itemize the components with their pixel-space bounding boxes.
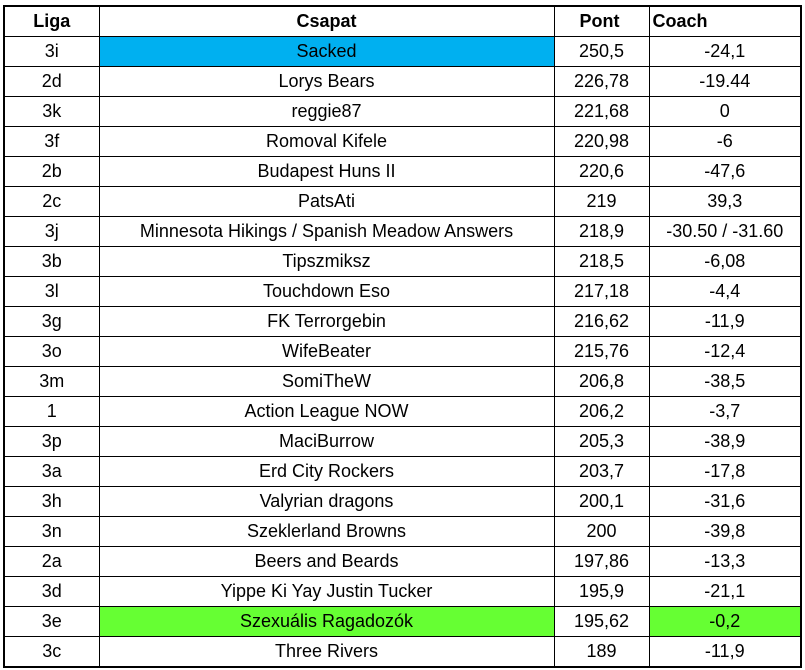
liga-cell: 3c <box>4 637 99 668</box>
csapat-cell: Valyrian dragons <box>99 487 554 517</box>
pont-cell: 195,9 <box>554 577 649 607</box>
csapat-cell: Budapest Huns II <box>99 157 554 187</box>
pont-cell: 220,6 <box>554 157 649 187</box>
liga-cell: 3i <box>4 37 99 67</box>
liga-cell: 3b <box>4 247 99 277</box>
liga-cell: 3m <box>4 367 99 397</box>
pont-cell: 220,98 <box>554 127 649 157</box>
liga-cell: 3k <box>4 97 99 127</box>
pont-cell: 221,68 <box>554 97 649 127</box>
coach-cell: -11,9 <box>649 307 801 337</box>
table-row <box>4 187 801 217</box>
table-row <box>4 217 801 247</box>
table-row <box>4 127 801 157</box>
table-row <box>4 337 801 367</box>
standings-table <box>3 5 802 668</box>
table-row <box>4 97 801 127</box>
liga-cell: 2c <box>4 187 99 217</box>
coach-cell: -31,6 <box>649 487 801 517</box>
csapat-cell: MaciBurrow <box>99 427 554 457</box>
header-row <box>4 6 801 37</box>
pont-cell: 215,76 <box>554 337 649 367</box>
pont-cell: 197,86 <box>554 547 649 577</box>
header-pont: Pont <box>554 6 649 37</box>
pont-cell: 250,5 <box>554 37 649 67</box>
liga-cell: 3e <box>4 607 99 637</box>
table-row <box>4 547 801 577</box>
header-csapat: Csapat <box>99 6 554 37</box>
csapat-cell: Szeklerland Browns <box>99 517 554 547</box>
coach-cell: -38,9 <box>649 427 801 457</box>
table-row <box>4 577 801 607</box>
csapat-cell: Action League NOW <box>99 397 554 427</box>
coach-cell: -21,1 <box>649 577 801 607</box>
pont-cell: 203,7 <box>554 457 649 487</box>
csapat-cell: reggie87 <box>99 97 554 127</box>
pont-cell: 189 <box>554 637 649 668</box>
pont-cell: 200 <box>554 517 649 547</box>
table-row <box>4 367 801 397</box>
table-row <box>4 247 801 277</box>
csapat-cell: Touchdown Eso <box>99 277 554 307</box>
liga-cell: 2d <box>4 67 99 97</box>
coach-cell: -39,8 <box>649 517 801 547</box>
table-row <box>4 517 801 547</box>
liga-cell: 3p <box>4 427 99 457</box>
liga-cell: 1 <box>4 397 99 427</box>
liga-cell: 3n <box>4 517 99 547</box>
table-row <box>4 397 801 427</box>
coach-cell: -19.44 <box>649 67 801 97</box>
csapat-cell: Szexuális Ragadozók <box>99 607 554 637</box>
coach-cell: -4,4 <box>649 277 801 307</box>
pont-cell: 216,62 <box>554 307 649 337</box>
table-row <box>4 427 801 457</box>
csapat-cell: Lorys Bears <box>99 67 554 97</box>
liga-cell: 2a <box>4 547 99 577</box>
csapat-cell: WifeBeater <box>99 337 554 367</box>
liga-cell: 3g <box>4 307 99 337</box>
coach-cell: -6,08 <box>649 247 801 277</box>
pont-cell: 200,1 <box>554 487 649 517</box>
pont-cell: 206,2 <box>554 397 649 427</box>
coach-cell: -17,8 <box>649 457 801 487</box>
csapat-cell: FK Terrorgebin <box>99 307 554 337</box>
coach-cell: -3,7 <box>649 397 801 427</box>
liga-cell: 3j <box>4 217 99 247</box>
csapat-cell: Erd City Rockers <box>99 457 554 487</box>
csapat-cell: Three Rivers <box>99 637 554 668</box>
coach-cell: 39,3 <box>649 187 801 217</box>
table-row <box>4 67 801 97</box>
csapat-cell: SomiTheW <box>99 367 554 397</box>
liga-cell: 3a <box>4 457 99 487</box>
pont-cell: 206,8 <box>554 367 649 397</box>
header-liga: Liga <box>4 6 99 37</box>
table-row <box>4 157 801 187</box>
pont-cell: 195,62 <box>554 607 649 637</box>
coach-cell: 0 <box>649 97 801 127</box>
table-row <box>4 487 801 517</box>
table-row <box>4 37 801 67</box>
coach-cell: -6 <box>649 127 801 157</box>
pont-cell: 217,18 <box>554 277 649 307</box>
csapat-cell: Minnesota Hikings / Spanish Meadow Answers <box>99 217 554 247</box>
csapat-cell: Tipszmiksz <box>99 247 554 277</box>
header-coach: Coach <box>649 6 801 37</box>
pont-cell: 218,5 <box>554 247 649 277</box>
coach-cell: -11,9 <box>649 637 801 668</box>
csapat-cell: Beers and Beards <box>99 547 554 577</box>
table-row <box>4 457 801 487</box>
table-row <box>4 637 801 668</box>
table-row <box>4 607 801 637</box>
liga-cell: 3o <box>4 337 99 367</box>
table-row <box>4 277 801 307</box>
pont-cell: 218,9 <box>554 217 649 247</box>
pont-cell: 226,78 <box>554 67 649 97</box>
coach-cell: -13,3 <box>649 547 801 577</box>
liga-cell: 3f <box>4 127 99 157</box>
coach-cell: -38,5 <box>649 367 801 397</box>
coach-cell: -0,2 <box>649 607 801 637</box>
csapat-cell: Romoval Kifele <box>99 127 554 157</box>
pont-cell: 219 <box>554 187 649 217</box>
coach-cell: -47,6 <box>649 157 801 187</box>
csapat-cell: Yippe Ki Yay Justin Tucker <box>99 577 554 607</box>
liga-cell: 3h <box>4 487 99 517</box>
table-row <box>4 307 801 337</box>
liga-cell: 3l <box>4 277 99 307</box>
table-body <box>4 37 801 668</box>
pont-cell: 205,3 <box>554 427 649 457</box>
coach-cell: -24,1 <box>649 37 801 67</box>
csapat-cell: Sacked <box>99 37 554 67</box>
liga-cell: 3d <box>4 577 99 607</box>
coach-cell: -30.50 / -31.60 <box>649 217 801 247</box>
coach-cell: -12,4 <box>649 337 801 367</box>
csapat-cell: PatsAti <box>99 187 554 217</box>
liga-cell: 2b <box>4 157 99 187</box>
